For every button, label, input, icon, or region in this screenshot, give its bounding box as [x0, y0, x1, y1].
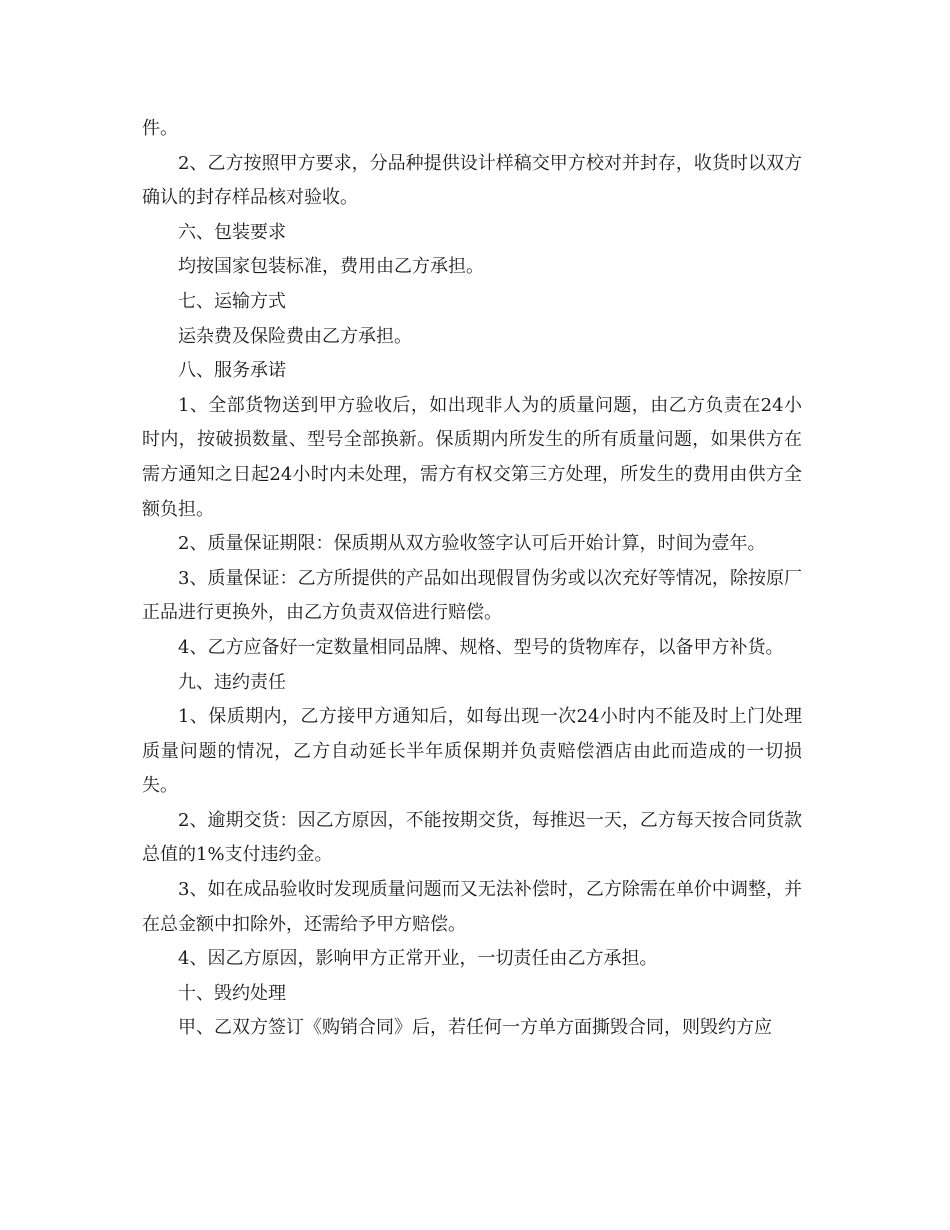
paragraph: 2、质量保证期限：保质期从双方验收签字认可后开始计算，时间为壹年。 — [178, 533, 766, 555]
paragraph: 2、乙方按照甲方要求，分品种提供设计样稿交甲方校对并封存，收货时以双方确认的封存样品核对验收。 — [142, 152, 802, 209]
paragraph: 运杂费及保险费由乙方承担。 — [178, 325, 412, 347]
paragraph: 4、因乙方原因，影响甲方正常开业，一切责任由乙方承担。 — [178, 948, 658, 970]
paragraph: 甲、乙双方签订《购销合同》后，若任何一方单方面撕毁合同，则毁约方应 — [178, 1017, 772, 1039]
paragraph: 2、逾期交货：因乙方原因，不能按期交货，每推迟一天，乙方每天按合同货款总值的1%支付违约金。 — [142, 809, 802, 866]
paragraph: 3、质量保证：乙方所提供的产品如出现假冒伪劣或以次充好等情况，除按原厂正品进行更换外，由乙方负责双倍进行赔偿。 — [142, 567, 802, 624]
paragraph: 4、乙方应备好一定数量相同品牌、规格、型号的货物库存，以备甲方补货。 — [178, 636, 784, 658]
paragraph: 均按国家包装标准，费用由乙方承担。 — [178, 256, 484, 278]
section-heading: 六、包装要求 — [178, 221, 286, 243]
paragraph: 件。 — [142, 118, 178, 139]
paragraph: 1、保质期内，乙方接甲方通知后，如每出现一次24小时内不能及时上门处理质量问题的情况，乙方自动延长半年质保期并负责赔偿酒店由此而造成的一切损失。 — [142, 706, 802, 797]
paragraph: 1、全部货物送到甲方验收后，如出现非人为的质量问题，由乙方负责在24小时内，按破损数量、型号全部换新。保质期内所发生的所有质量问题，如果供方在需方通知之日起24小时内未处理，需方有权交第三方处理，所发生的费用由供方全额负担。 — [142, 394, 802, 520]
section-heading: 十、毁约处理 — [178, 982, 286, 1004]
section-heading: 九、违约责任 — [178, 671, 286, 693]
section-heading: 八、服务承诺 — [178, 360, 286, 382]
paragraph: 3、如在成品验收时发现质量问题而又无法补偿时，乙方除需在单价中调整，并在总金额中扣除外，还需给予甲方赔偿。 — [142, 879, 802, 935]
section-heading: 七、运输方式 — [178, 290, 286, 312]
document-body — [142, 112, 802, 1046]
